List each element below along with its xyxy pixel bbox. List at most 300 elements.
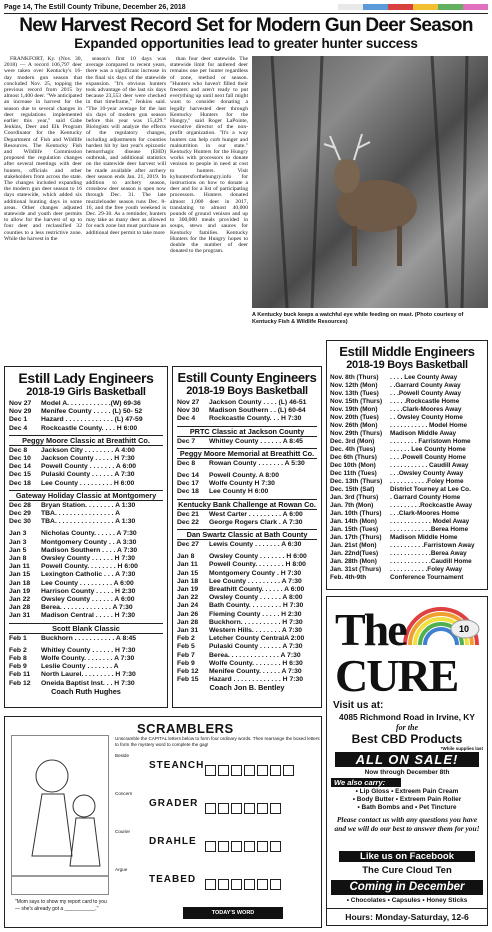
game-date: Dec. 15th (Sat) bbox=[330, 486, 375, 493]
game-detail: Owsley County . . . . . . A 8:00 bbox=[209, 594, 303, 602]
game-date: Jan 8 bbox=[177, 553, 195, 561]
game-row bbox=[330, 382, 484, 390]
game-detail: . . . .Clark-Moores Away bbox=[390, 406, 462, 413]
game-detail: Bath County. . . . . . . . . H 7:30 bbox=[209, 602, 304, 610]
game-detail: Montgomery County . . A 3:30 bbox=[41, 538, 137, 546]
game-row bbox=[9, 400, 163, 408]
game-row bbox=[177, 438, 317, 446]
game-detail: Pulaski County . . . . . . A 7:30 bbox=[209, 643, 303, 651]
color-bar bbox=[338, 4, 488, 10]
game-detail: Hazard . . . . . . . . . . . . . H 7:30 bbox=[209, 676, 304, 684]
game-row bbox=[9, 539, 163, 547]
game-detail: Powell County. A 8:00 bbox=[209, 472, 279, 480]
game-detail: . . .Powell County Away bbox=[390, 390, 462, 397]
game-row bbox=[9, 408, 163, 416]
tournament-heading: Kentucky Bank Challenge at Rowan Co. bbox=[178, 499, 316, 509]
game-date: Dec 14 bbox=[9, 463, 31, 471]
game-row bbox=[9, 502, 163, 510]
game-row bbox=[9, 596, 163, 604]
game-detail: Jackson County . . . . (L) 46-51 bbox=[209, 399, 307, 406]
middle-schedule-list bbox=[327, 374, 487, 582]
game-detail: . . . . .Rockcastle Home bbox=[390, 398, 460, 405]
lady-title: Estill Lady Engineers bbox=[18, 370, 154, 386]
game-detail: Oneida Baptist Inst. . . H 7:30 bbox=[41, 679, 135, 687]
game-date: Dec. 13th (Thurs) bbox=[330, 478, 383, 485]
game-row bbox=[177, 668, 317, 676]
cure-best: Best CBD Products bbox=[351, 732, 463, 746]
game-row bbox=[9, 447, 163, 455]
tournament-heading: Peggy Moore Memorial at Breathitt Co. bbox=[177, 448, 317, 459]
tournament-heading: Peggy Moore Classic at Breathitt Co. bbox=[9, 435, 163, 446]
game-detail: Harrison County . . . . . H 2:30 bbox=[41, 587, 136, 595]
game-row bbox=[330, 550, 484, 558]
game-detail: . . . . . . . . . . . . Model Away bbox=[390, 518, 470, 525]
game-row bbox=[177, 407, 317, 415]
scramble-word-1: Beside STEANCH bbox=[115, 753, 205, 771]
game-row bbox=[9, 425, 163, 433]
game-date: Nov. 20th (Tues) bbox=[330, 414, 379, 421]
game-row bbox=[177, 460, 317, 468]
game-date: Dec 4 bbox=[177, 415, 196, 423]
game-row bbox=[330, 470, 484, 478]
game-detail: . Garrard County Home bbox=[390, 494, 461, 501]
game-date: Nov 29 bbox=[9, 408, 32, 416]
game-detail: Hazard . . . . . . . . . . . . . (L) 47-59 bbox=[41, 416, 143, 424]
cure-now: Now through December 8th bbox=[364, 769, 450, 776]
photo-caption: A Kentucky buck keeps a watchful eye while feeding on mast. (Photo courtesy of Kentucky Fish & Wildlife Resources) bbox=[252, 312, 464, 325]
game-row bbox=[9, 455, 163, 463]
svg-text:10: 10 bbox=[459, 624, 470, 634]
tournament-heading: Dan Swartz Classic at Bath County bbox=[177, 529, 317, 540]
game-row bbox=[177, 553, 317, 561]
game-date: Nov. 12th (Mon) bbox=[330, 382, 378, 389]
cure-coming: Coming in December bbox=[331, 880, 483, 895]
game-detail: Wolfe County. . . . . . . . A 7:30 bbox=[41, 655, 135, 663]
game-detail: . . .Clark-Moores Home bbox=[390, 510, 460, 517]
game-date: Dec 6th (Thurs) bbox=[330, 454, 377, 461]
game-detail: Rockcastle County. . . H 7:30 bbox=[209, 415, 302, 423]
game-detail: Wolfe County H 7:30 bbox=[209, 480, 275, 488]
game-date: Jan. 22nd(Tues) bbox=[330, 550, 379, 557]
game-row bbox=[9, 471, 163, 479]
game-row bbox=[177, 488, 317, 496]
game-date: Feb 2 bbox=[9, 646, 27, 654]
game-detail: District Tourney at Lee Co. bbox=[390, 486, 471, 493]
tournament-heading: Scott Blank Classic bbox=[9, 623, 163, 634]
game-row bbox=[177, 594, 317, 602]
game-row bbox=[330, 398, 484, 406]
game-detail: . .Garrard County Away bbox=[390, 382, 461, 389]
game-row bbox=[9, 604, 163, 612]
boys-engineers-schedule bbox=[172, 366, 322, 708]
game-row bbox=[9, 635, 163, 643]
game-detail: Lee County . . . . . . . . . A 7:30 bbox=[209, 577, 302, 585]
cartoon-illustration bbox=[11, 735, 109, 895]
game-detail: Jackson City . . . . . . . . A 4:00 bbox=[41, 446, 135, 454]
game-date: Nov 30 bbox=[177, 407, 200, 415]
game-row bbox=[330, 374, 484, 382]
game-row bbox=[330, 446, 484, 454]
game-detail: . . Owsley County Home bbox=[390, 414, 463, 421]
game-row bbox=[330, 478, 484, 486]
game-row bbox=[330, 518, 484, 526]
cartoon-quote: "Mom says to show my report card to you — she's already got a ___________." bbox=[15, 899, 107, 912]
game-date: Jan 28 bbox=[9, 604, 31, 612]
game-detail: Madison Southern . . (L) 60-64 bbox=[209, 407, 306, 415]
game-row bbox=[330, 422, 484, 430]
boys-subtitle: 2018-19 Boys Basketball bbox=[186, 385, 308, 397]
game-date: Jan 28 bbox=[177, 618, 199, 626]
game-date: Feb 9 bbox=[9, 663, 27, 671]
game-row bbox=[177, 643, 317, 651]
game-detail: . . . . . . . . . . . .Caudill Home bbox=[390, 558, 472, 565]
game-date: Jan 22 bbox=[9, 596, 31, 604]
game-detail: Lee County . . . . . . . . . A 6:00 bbox=[41, 579, 134, 587]
game-date: Jan 18 bbox=[177, 577, 199, 585]
article-column-1: FRANKFORT, Ky. (Nov. 30, 2018) — A record 106,797 deer were taken over Kentucky's 16-day modern gun season that concluded Nov. 25, topping the previous record from 2015 by almost 1,400 deer. "We anticipated an increase in harvest for the season due to several changes in deer regulations implemented earlier this year," said Gabe Jenkins, Deer and Elk Program Coordinator for the Kentucky Department of Fish and Wildlife Resources. The Kentucky Fish and Wildlife Commission proposed the regulation changes after several meetings with deer hunters, officials and other stakeholders from across the state. The changes included expanding the modern gun deer season to 16 days statewide, which added six additional hunting days in some areas. Other changes adjusted statewide and youth deer permits to allow for the harvest of up to four deer and reclassified 32 counties to a less restrictive zone. While the harvest in the bbox=[4, 56, 82, 242]
cure-carry-2: • Body Butter • Extreem Pain Roller bbox=[352, 796, 462, 803]
game-date: Jan 22 bbox=[177, 594, 199, 602]
scramble-word-3: Courier DRAHLE bbox=[115, 829, 197, 847]
game-detail: West Carter . . . . . . . . . A 6:00 bbox=[209, 510, 303, 518]
game-row bbox=[330, 486, 484, 494]
game-date: Feb 8 bbox=[9, 655, 27, 663]
game-detail: . . . . . . . . . . . .Berea Away bbox=[390, 550, 467, 557]
game-detail: . . . . . . . . . .Farristown Away bbox=[390, 542, 475, 549]
game-date: Jan 19 bbox=[177, 586, 199, 594]
page-header bbox=[4, 2, 488, 14]
tournament-heading: PRTC Classic at Jackson County bbox=[177, 426, 317, 437]
game-date: Feb 12 bbox=[177, 668, 199, 676]
game-date: Dec 22 bbox=[177, 518, 199, 526]
game-row bbox=[330, 526, 484, 534]
game-detail: Buckhorn. . . . . . . . . . . H 7:30 bbox=[209, 618, 303, 626]
game-date: Nov 27 bbox=[9, 400, 32, 407]
game-detail: Menifee County. . . . . . A 7:30 bbox=[209, 668, 302, 676]
game-row bbox=[9, 463, 163, 471]
game-detail: . . . . . . . . . . . Model Home bbox=[390, 422, 468, 429]
game-row bbox=[9, 655, 163, 663]
cure-items: • Chocolates • Capsules • Honey Sticks bbox=[346, 897, 468, 904]
game-date: Nov. 13th (Tues) bbox=[330, 390, 379, 397]
answer-boxes-2[interactable] bbox=[205, 803, 281, 814]
game-row bbox=[330, 502, 484, 510]
game-detail: Madison Middle Home bbox=[390, 534, 458, 541]
game-detail: . . . . . . Lee County Home bbox=[390, 446, 466, 453]
middle-subtitle: 2018-19 Boys Basketball bbox=[346, 359, 468, 371]
game-date: Dec 8 bbox=[9, 446, 28, 454]
article-headline: New Harvest Record Set for Modern Gun Deer Season bbox=[19, 15, 473, 36]
game-detail: . . .Owsley County Away bbox=[390, 470, 464, 477]
game-row bbox=[177, 652, 317, 660]
game-detail: Lexington Catholic . . . A 7:30 bbox=[41, 571, 136, 579]
game-detail: Madison Middle Away bbox=[390, 430, 457, 437]
answer-boxes-3[interactable] bbox=[205, 841, 281, 852]
game-detail: . . . . . . . . . . .Foley Away bbox=[390, 566, 463, 573]
game-detail: TBA. . . . . . . . . . . . . . . . A 1:30 bbox=[41, 518, 136, 526]
game-date: Nov. 8th (Thurs) bbox=[330, 374, 379, 381]
game-date: Dec 21 bbox=[177, 510, 199, 518]
game-detail: Fleming County . . . . . H 2:30 bbox=[209, 610, 302, 618]
page-line: Page 14, The Estill County Tribune, December 26, 2018 bbox=[4, 4, 186, 11]
game-detail: Berea. . . . . . . . . . . . . . A 7:30 bbox=[209, 651, 301, 659]
game-row bbox=[9, 555, 163, 563]
game-date: Jan. 31st (Thurs) bbox=[330, 566, 382, 573]
game-detail: Letcher County CentralA 2:00 bbox=[209, 635, 305, 643]
article-column-3: than four deer statewide. The statewide limit for antlered deer remains one per hunter regardless of zone, method or season. "Hunters who haven't filled their freezers and aren't ready to put everything up until next fall might want to consider donating a legally harvested deer through Kentucky Hunters for the Hungry," said Roger LaPointe, executive director of the non-profit organization. "It's a way hunters can help curb hunger and malnutrition in our state." Kentucky Hunters for the Hungry works with processors to donate venison to people in need at cost to hunters. Visit kyhuntersforthehungry.info for instructions on how to donate a deer and for a list of participating processors. Hunters donated almost 1,000 deer in 2017, translating to almost 40,000 pounds of ground venison and up to 300,000 meals provided in soups, stews and sauces for Kentucky families. Kentucky Hunters for the Hungry hopes to double the number of deer donated to the program. bbox=[170, 56, 248, 255]
game-date: Jan 24 bbox=[177, 602, 199, 610]
lady-subtitle: 2018-19 Girls Basketball bbox=[26, 386, 146, 398]
game-date: Dec 1 bbox=[9, 416, 28, 424]
game-date: Nov 27 bbox=[177, 399, 200, 406]
game-row bbox=[9, 547, 163, 555]
game-detail: . . . . . . . . . . . .Berea Home bbox=[390, 526, 469, 533]
game-row bbox=[9, 518, 163, 526]
cure-title: The CURE bbox=[335, 604, 458, 701]
game-row bbox=[9, 571, 163, 579]
cure-also: We also carry: bbox=[331, 778, 401, 787]
game-date: Jan. 7th (Mon) bbox=[330, 502, 374, 509]
game-row bbox=[9, 563, 163, 571]
game-row bbox=[177, 511, 317, 519]
game-row bbox=[330, 542, 484, 550]
cure-facebook-link[interactable]: Like us on Facebook bbox=[339, 851, 475, 862]
game-date: Jan 15 bbox=[177, 569, 199, 577]
game-date: Jan. 10th (Thurs) bbox=[330, 510, 382, 517]
game-row bbox=[177, 660, 317, 668]
game-date: Feb 7 bbox=[177, 651, 195, 659]
game-detail: Conference Tournament bbox=[390, 574, 464, 581]
game-row bbox=[9, 416, 163, 424]
game-detail: Powell County. . . . . . . . H 8:00 bbox=[209, 561, 306, 569]
boys-title: Estill County Engineers bbox=[177, 370, 317, 385]
game-row bbox=[330, 406, 484, 414]
game-date: Dec 10 bbox=[9, 455, 31, 463]
article-subheadline: Expanded opportunities lead to greater hunter success bbox=[74, 36, 418, 51]
game-detail: Bryan Station. . . . . . . . A 1:30 bbox=[41, 501, 136, 509]
game-detail: Montgomery County . H 7:30 bbox=[209, 569, 302, 577]
game-date: Dec 28 bbox=[9, 501, 31, 509]
game-date: Jan. 14th (Mon) bbox=[330, 518, 377, 525]
game-row bbox=[177, 627, 317, 635]
game-date: Jan 3 bbox=[9, 538, 27, 546]
game-detail: Lee County H 6:00 bbox=[209, 488, 269, 496]
game-date: Jan 18 bbox=[9, 579, 31, 587]
game-detail: Owsley County . . . . . . H 7:30 bbox=[41, 555, 136, 563]
game-detail: North Laurel. . . . . . . . . H 7:30 bbox=[41, 671, 136, 679]
game-date: Nov. 26th (Mon) bbox=[330, 422, 378, 429]
game-row bbox=[330, 574, 484, 582]
game-detail: Buckhorn . . . . . . . . . . . A 8:45 bbox=[41, 634, 137, 642]
game-date: Feb 5 bbox=[177, 643, 195, 651]
game-date: Dec 10th (Mon) bbox=[330, 462, 376, 469]
game-date: Jan 15 bbox=[9, 571, 31, 579]
game-date: Nov. 29th (Thurs) bbox=[330, 430, 383, 437]
game-detail: . . . .Powell County Home bbox=[390, 454, 466, 461]
game-date: Feb 11 bbox=[9, 671, 31, 679]
cure-contact: Please contact us with any questions you have and we will do our best to answer them for you! bbox=[334, 815, 480, 833]
middle-title: Estill Middle Engineers bbox=[339, 344, 475, 359]
game-detail: Powell County. . . . . . . . H 6:00 bbox=[41, 563, 138, 571]
game-date: Nov. 19th (Mon) bbox=[330, 406, 378, 413]
game-date: Jan 5 bbox=[9, 546, 27, 554]
game-date: Feb 12 bbox=[9, 679, 31, 687]
lady-schedule-list bbox=[5, 400, 167, 696]
game-detail: . . . . Lee County Away bbox=[390, 374, 458, 381]
game-detail: . . . . . . . . Farristown Home bbox=[390, 438, 471, 445]
cure-hours: Hours: Monday-Saturday, 12-6 bbox=[327, 908, 487, 922]
game-date: Dec 7 bbox=[177, 437, 196, 445]
cure-carry-3: • Bath Bombs and • Pet Tincture bbox=[357, 804, 457, 811]
game-row bbox=[330, 510, 484, 518]
game-row bbox=[330, 558, 484, 566]
game-detail: Pulaski County . . . . . . A 7:30 bbox=[41, 471, 135, 479]
game-detail: Lee County . . . . . . . . . H 6:00 bbox=[41, 479, 135, 487]
boys-schedule-list bbox=[173, 399, 321, 693]
cure-facebook-name: The Cure Cloud Ten bbox=[362, 865, 452, 876]
game-detail: . . . . . . . . . . .Foley Home bbox=[390, 478, 464, 485]
answer-boxes-1[interactable] bbox=[205, 765, 294, 776]
game-date: Jan. 17th (Thurs) bbox=[330, 534, 382, 541]
scramble-word-4: Argue TEABED bbox=[115, 867, 197, 885]
game-date: Jan. 21st (Mon) bbox=[330, 542, 377, 549]
game-date: Jan. 28th (Mon) bbox=[330, 558, 377, 565]
game-date: Feb 2 bbox=[177, 635, 195, 643]
game-row bbox=[177, 519, 317, 527]
game-date: Jan 26 bbox=[177, 610, 199, 618]
game-row bbox=[9, 671, 163, 679]
game-detail: Owsley County . . . . . . A 6:00 bbox=[41, 596, 135, 604]
middle-engineers-schedule bbox=[326, 340, 488, 590]
game-detail: Jackson County . . . . . H 7:30 bbox=[41, 455, 135, 463]
cure-for-the: for the bbox=[396, 723, 418, 732]
game-date: Jan 19 bbox=[9, 587, 31, 595]
game-row bbox=[177, 602, 317, 610]
game-row bbox=[177, 415, 317, 423]
game-detail: Lewis County . . . . . . . A 6:30 bbox=[209, 541, 302, 549]
game-row bbox=[9, 588, 163, 596]
game-row bbox=[177, 635, 317, 643]
game-detail: Madison Southern . . . . A 7:30 bbox=[41, 546, 138, 554]
game-detail: Madison Central . . . . . H 7:30 bbox=[41, 612, 136, 620]
coach-name: Coach Ruth Hughes bbox=[51, 686, 121, 696]
game-date: Dec 30 bbox=[9, 518, 31, 526]
game-detail: Wolfe County. . . . . . . . H 6:30 bbox=[209, 659, 303, 667]
game-detail: Berea. . . . . . . . . . . . . . A 7:30 bbox=[41, 604, 133, 612]
game-row bbox=[9, 647, 163, 655]
game-detail: Breathitt County. . . . . . A 6:00 bbox=[209, 586, 305, 594]
todays-word-label: TODAY'S WORD bbox=[183, 907, 283, 919]
game-date: Dec 29 bbox=[9, 510, 31, 518]
game-date: Dec 4 bbox=[9, 424, 28, 432]
game-row bbox=[330, 454, 484, 462]
lady-engineers-schedule bbox=[4, 366, 168, 708]
game-date: Jan. 3rd (Thurs) bbox=[330, 494, 379, 501]
game-date: Dec. 3rd (Mon) bbox=[330, 438, 375, 445]
game-row bbox=[177, 472, 317, 480]
cure-visit: Visit us at: bbox=[333, 700, 384, 711]
game-detail: Nicholas County. . . . . . A 7:30 bbox=[41, 530, 137, 538]
game-date: Dec 27 bbox=[177, 541, 199, 549]
game-detail: Whitley County . . . . . . A 8:45 bbox=[209, 437, 303, 445]
game-row bbox=[9, 612, 163, 620]
game-date: Dec. 4th (Tues) bbox=[330, 446, 376, 453]
game-detail: . . . . . . . . . . . Caudill Away bbox=[390, 462, 469, 469]
game-detail: Western Hills. . . . . . . . A 7:30 bbox=[209, 627, 303, 635]
cure-while: *While supplies last bbox=[440, 746, 483, 751]
cure-address: 4085 Richmond Road in Irvine, KY bbox=[339, 712, 475, 722]
game-row bbox=[9, 663, 163, 671]
game-date: Dec 17 bbox=[177, 480, 199, 488]
game-row bbox=[177, 611, 317, 619]
scramblers-title: SCRAMBLERS bbox=[137, 721, 234, 736]
game-date: Dec 15 bbox=[9, 471, 31, 479]
game-detail: Owsley County . . . . . . . H 6:00 bbox=[209, 553, 307, 561]
game-date: Feb 1 bbox=[9, 634, 27, 642]
game-date: Dec 8 bbox=[177, 459, 196, 467]
tournament-heading: Gateway Holiday Classic at Montgomery bbox=[9, 490, 163, 501]
game-date: Feb 15 bbox=[177, 676, 199, 684]
game-row bbox=[9, 580, 163, 588]
game-row bbox=[330, 566, 484, 574]
game-date: Jan 31 bbox=[9, 612, 31, 620]
game-row bbox=[9, 530, 163, 538]
game-detail: Whitley County . . . . . . H 7:30 bbox=[41, 646, 136, 654]
game-row bbox=[330, 438, 484, 446]
game-date: Nov. 15th (Thurs) bbox=[330, 398, 383, 405]
cure-sale: ALL ON SALE! bbox=[335, 752, 479, 767]
game-detail: Menifee County . . . . . (L) 50- 52 bbox=[41, 408, 143, 416]
deer-photo bbox=[252, 56, 488, 308]
game-row bbox=[177, 619, 317, 627]
game-row bbox=[177, 399, 317, 407]
game-row bbox=[177, 586, 317, 594]
game-detail: . . . . . . . . .Rockcastle Away bbox=[390, 502, 473, 509]
game-date: Jan 11 bbox=[177, 561, 198, 569]
game-date: Jan. 15th (Tues) bbox=[330, 526, 379, 533]
game-date: Dec 14 bbox=[177, 472, 199, 480]
the-cure-ad bbox=[326, 596, 488, 926]
game-row bbox=[177, 570, 317, 578]
game-row bbox=[177, 561, 317, 569]
scramblers-instructions: Unscramble the CAPITAL letters below to form four ordinary words. Then rearrange the boxed letters to form the mystery word to complete the gag! bbox=[115, 736, 320, 747]
game-row bbox=[330, 430, 484, 438]
game-date: Feb. 4th-9th bbox=[330, 574, 367, 581]
game-row bbox=[9, 510, 163, 518]
game-date: Dec 18 bbox=[177, 488, 199, 496]
game-date: Jan 3 bbox=[9, 530, 27, 538]
game-row bbox=[330, 494, 484, 502]
game-date: Jan 8 bbox=[9, 555, 27, 563]
game-row bbox=[9, 480, 163, 488]
game-detail: TBA. . . . . . . . . . . . . . . . A bbox=[41, 510, 121, 518]
game-row bbox=[177, 480, 317, 488]
answer-boxes-4[interactable] bbox=[205, 879, 281, 890]
game-detail: Rowan County . . . . . . . A 5:30 bbox=[209, 459, 305, 467]
game-detail: Leslie County . . . . . . . A bbox=[41, 663, 119, 671]
scramble-word-2: Concern GRADER bbox=[115, 791, 199, 809]
game-row bbox=[330, 390, 484, 398]
game-row bbox=[177, 541, 317, 549]
game-detail: Rockcastle County. . . . H 6:00 bbox=[41, 424, 138, 432]
game-detail: George Rogers Clark . A 7:30 bbox=[209, 518, 303, 526]
cure-carry-1: • Lip Gloss • Extreem Pain Cream bbox=[355, 788, 459, 795]
game-date: Dec 18 bbox=[9, 479, 31, 487]
coach-name: Coach Jon B. Bentley bbox=[209, 683, 285, 693]
game-row bbox=[330, 462, 484, 470]
game-date: Feb 9 bbox=[177, 659, 195, 667]
game-row bbox=[330, 534, 484, 542]
